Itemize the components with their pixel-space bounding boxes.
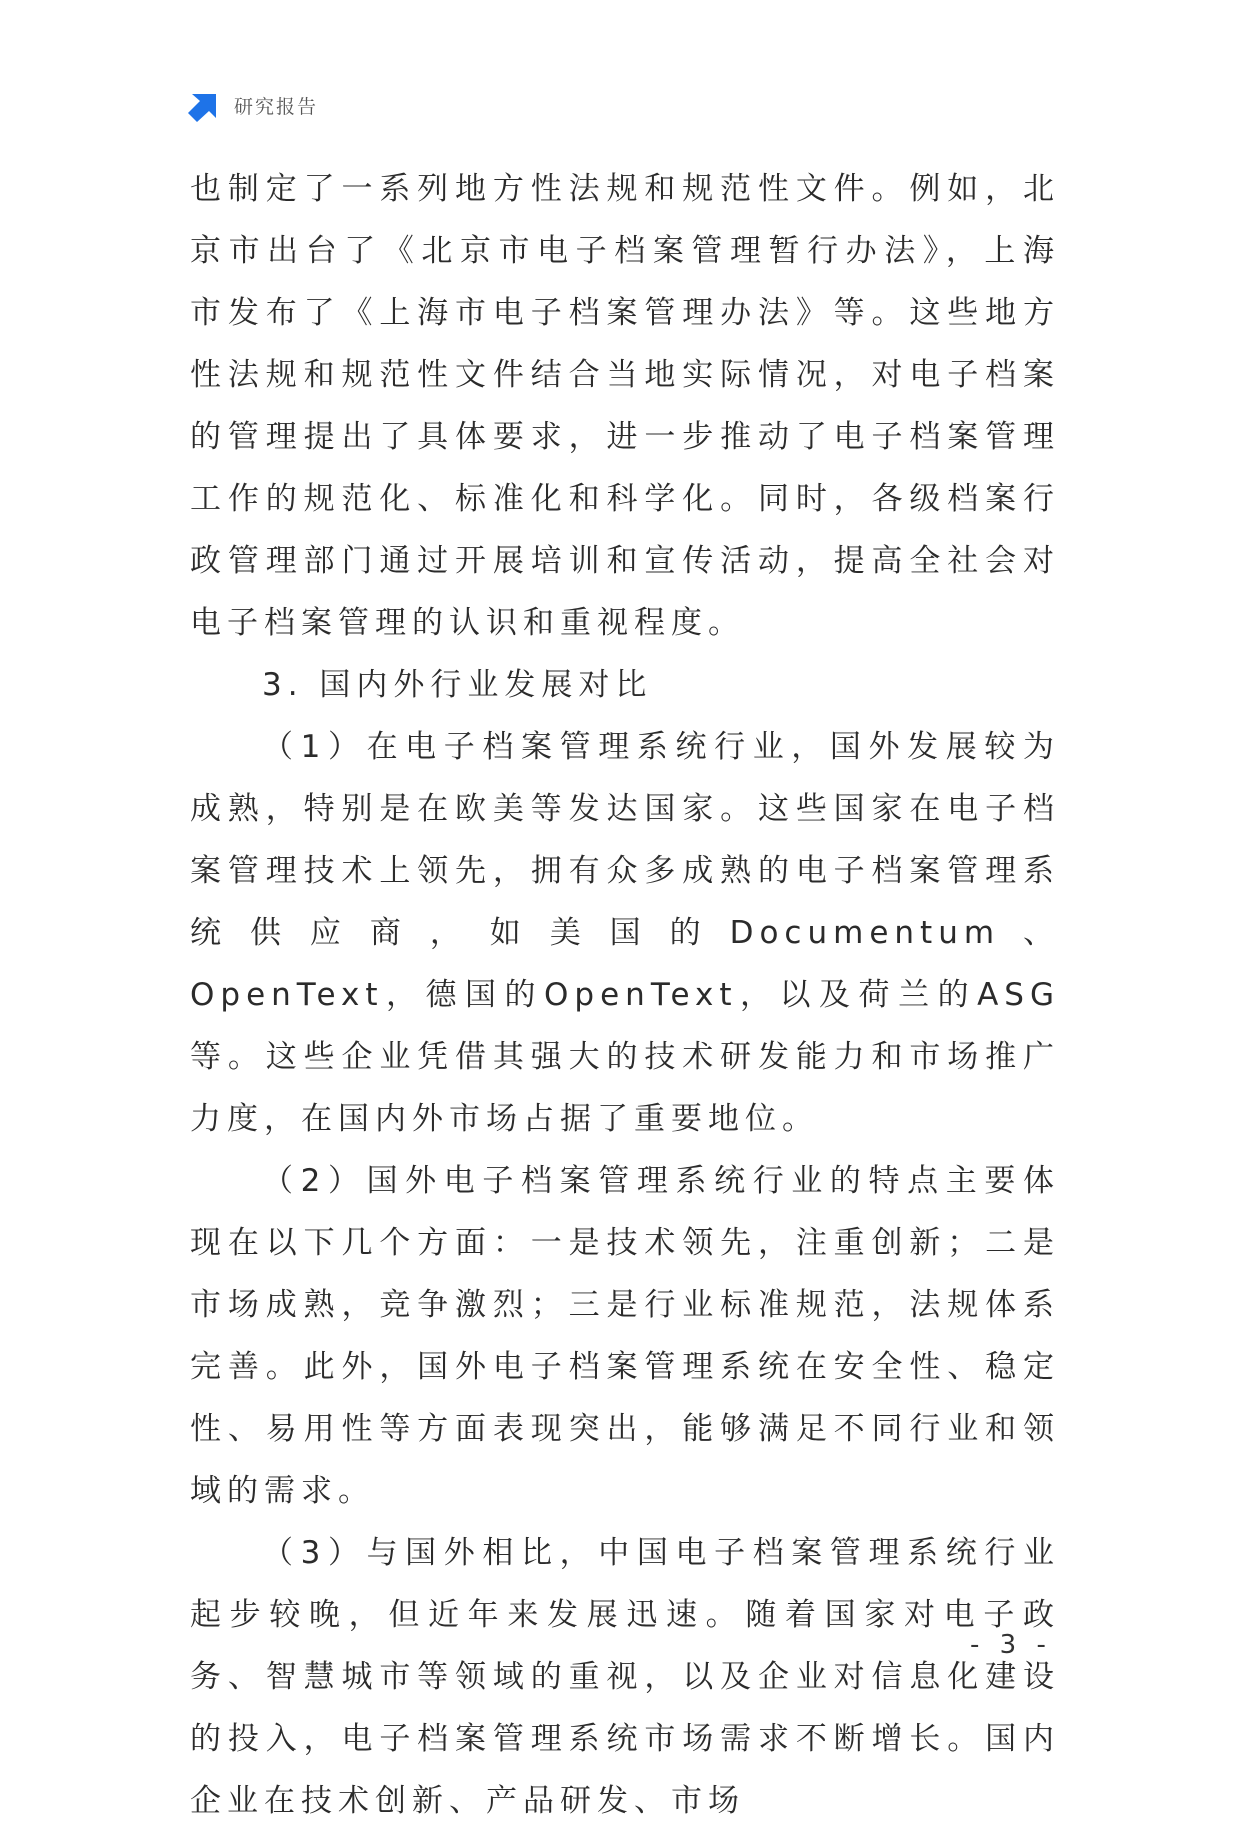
section-heading: 3. 国内外行业发展对比 [262,667,653,703]
paragraph-3: （3）与国外相比，中国电子档案管理系统行业起步较晚，但近年来发展迅速。随着国家对电子政务、智慧城市等领域的重视，以及企业对信息化建设的投入，电子档案管理系统市场需求不断增长。国内企业在技术创新、产品研发、市场 [190,1535,1060,1819]
paragraph-intro: 也制定了一系列地方性法规和规范性文件。例如，北京市出台了《北京市电子档案管理暂行办法》，上海市发布了《上海市电子档案管理办法》等。这些地方性法规和规范性文件结合当地实际情况，对电子档案的管理提出了具体要求，进一步推动了电子档案管理工作的规范化、标准化和科学化。同时，各级档案行政管理部门通过开展培训和宣传活动，提高全社会对电子档案管理的认识和重视程度。 [190,171,1060,641]
document-body [190,158,1060,1832]
arrow-up-right-icon [188,88,222,122]
paragraph-2: （2）国外电子档案管理系统行业的特点主要体现在以下几个方面：一是技术领先，注重创新；二是市场成熟，竞争激烈；三是行业标准规范，法规体系完善。此外，国外电子档案管理系统在安全性、稳定性、易用性等方面表现突出，能够满足不同行业和领域的需求。 [190,1163,1060,1509]
report-header [188,87,318,123]
page-number: - 3 - [970,1630,1052,1660]
paragraph-1: （1）在电子档案管理系统行业，国外发展较为成熟，特别是在欧美等发达国家。这些国家在电子档案管理技术上领先，拥有众多成熟的电子档案管理系统供应商，如美国的Documentum、OpenText，德国的OpenText，以及荷兰的ASG等。这些企业凭借其强大的技术研发能力和市场推广力度，在国内外市场占据了重要地位。 [190,729,1060,1137]
header-title: 研究报告 [234,95,319,118]
